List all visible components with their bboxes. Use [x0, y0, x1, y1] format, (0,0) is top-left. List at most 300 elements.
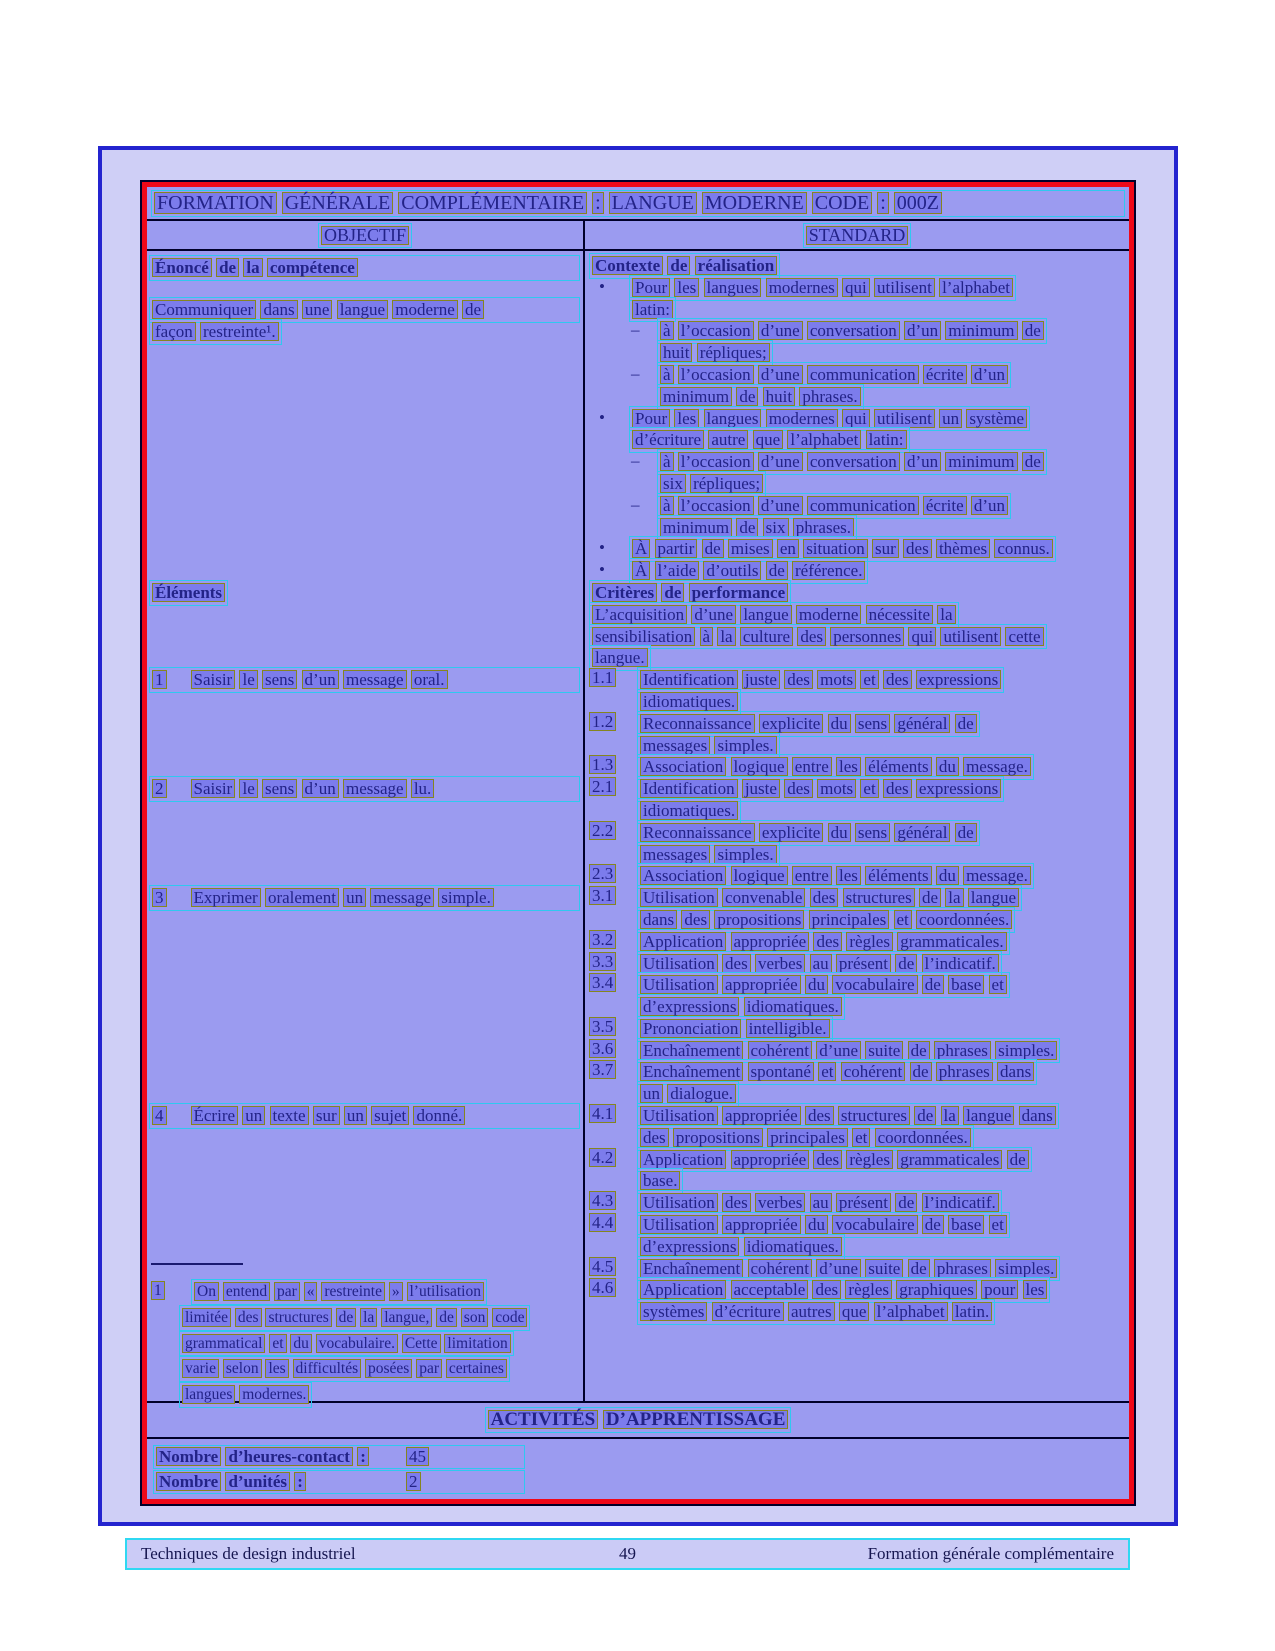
units-value: 2: [406, 1472, 421, 1491]
word: situation: [803, 539, 868, 558]
word: de: [736, 387, 758, 406]
word: d’expressions: [640, 1237, 739, 1256]
word: mises: [728, 539, 773, 558]
word: les: [1023, 1280, 1048, 1299]
word: l’alphabet: [787, 430, 861, 449]
word: Application: [640, 932, 726, 951]
element-item: [149, 1103, 580, 1129]
standard-line: [585, 1016, 1129, 1038]
footnote-line: [149, 1382, 580, 1408]
word: On: [194, 1282, 219, 1301]
word: et: [860, 779, 878, 798]
word: dans: [260, 300, 297, 319]
word: à: [660, 365, 674, 384]
word: À: [632, 539, 650, 558]
word: expressions: [916, 670, 1001, 689]
element-number: 1: [152, 670, 167, 689]
word: Prononciation: [640, 1019, 741, 1038]
standard-line: [585, 427, 1129, 449]
standard-line: [585, 340, 1129, 362]
standard-line: [585, 972, 1129, 994]
word: un: [242, 1106, 265, 1125]
word: vocabulaire.: [316, 1334, 398, 1353]
list-marker-icon: –: [631, 320, 640, 340]
word: des: [640, 1128, 669, 1147]
element-item: [149, 885, 580, 911]
word: dans: [997, 1062, 1034, 1081]
word: GÉNÉRALE: [282, 192, 394, 214]
word: MODERNE: [702, 192, 807, 214]
line-highlight: [149, 319, 282, 345]
enonce-heading: [149, 255, 580, 281]
criterion-number: 3.7: [589, 1060, 616, 1079]
word: minimum: [945, 452, 1017, 471]
word: répliques;: [690, 474, 763, 493]
word: pour: [981, 1280, 1018, 1299]
word: systèmes: [640, 1302, 707, 1321]
word: la: [243, 258, 262, 277]
criterion-number: 2.3: [589, 864, 616, 883]
word: sur: [872, 539, 899, 558]
word: message.: [963, 866, 1031, 885]
word: :: [294, 1472, 306, 1491]
standard-header-cell: [585, 223, 1129, 248]
word: Utilisation: [640, 888, 718, 907]
standard-line: [585, 536, 1129, 558]
objectif-header-cell: [147, 223, 583, 248]
hours-value: 45: [406, 1447, 429, 1466]
word: langue: [963, 1106, 1014, 1125]
word: logique: [731, 866, 788, 885]
word: cohérent: [748, 1259, 813, 1278]
standard-line: [585, 842, 1129, 864]
objectif-header: [318, 223, 412, 248]
element-number: 2: [152, 779, 167, 798]
word: de: [922, 1215, 944, 1234]
word: des: [722, 1193, 751, 1212]
word: langue: [337, 300, 388, 319]
word: Utilisation: [640, 1215, 718, 1234]
standard-line: [585, 1212, 1129, 1234]
word: des: [812, 1280, 841, 1299]
word: grammatical: [182, 1334, 265, 1353]
word: difficultés: [293, 1359, 362, 1378]
standard-line: [585, 515, 1129, 537]
criterion-number: 1.3: [589, 755, 616, 774]
word: et: [894, 910, 912, 929]
word: graphiques: [896, 1280, 977, 1299]
standard-line: [585, 362, 1129, 384]
word: :: [877, 192, 889, 214]
word: OBJECTIF: [321, 226, 409, 245]
word: personnes: [830, 627, 904, 646]
element-item: [149, 667, 580, 693]
word: d’une: [758, 365, 803, 384]
word: l’occasion: [678, 452, 754, 471]
word: sens: [855, 823, 890, 842]
word: de: [908, 1259, 930, 1278]
word: d’une: [691, 605, 736, 624]
word: qui: [842, 278, 870, 297]
word: simples.: [714, 845, 776, 864]
word: Contexte: [592, 256, 663, 275]
word: vocabulaire: [832, 1215, 917, 1234]
line-highlight: [149, 667, 580, 693]
word: sensibilisation: [592, 627, 695, 646]
word: son: [461, 1308, 489, 1327]
word: du: [828, 823, 851, 842]
line-highlight: [149, 1103, 580, 1129]
word: entre: [792, 757, 832, 776]
word: Utilisation: [640, 975, 718, 994]
word: les: [674, 409, 699, 428]
word: le: [239, 670, 257, 689]
word: d’écriture: [632, 430, 704, 449]
word: message: [343, 670, 407, 689]
word: cohérent: [748, 1041, 813, 1060]
word: thèmes: [936, 539, 990, 558]
standard-column: [585, 251, 1129, 1401]
standard-line: [585, 776, 1129, 798]
word: restreinte: [321, 1282, 385, 1301]
word: éléments: [865, 866, 931, 885]
word: phrases: [934, 1259, 991, 1278]
word: STANDARD: [806, 226, 909, 245]
word: le: [239, 779, 257, 798]
standard-line: [585, 449, 1129, 471]
word: de: [661, 583, 684, 602]
word: Exprimer: [191, 888, 261, 907]
element-number: 3: [152, 888, 167, 907]
footnote-line: [149, 1356, 580, 1382]
word: des: [813, 1150, 842, 1169]
criterion-number: 1.2: [589, 712, 616, 731]
word: et: [860, 670, 878, 689]
word: message: [370, 888, 434, 907]
word: des: [903, 539, 932, 558]
line-highlight: [179, 1382, 312, 1408]
criterion-number: 3.3: [589, 952, 616, 971]
criterion-number: 3.5: [589, 1017, 616, 1036]
word: Enchaînement: [640, 1041, 743, 1060]
footer-right: Formation générale complémentaire: [867, 1544, 1114, 1563]
word: simples.: [714, 736, 776, 755]
line-highlight: [179, 1356, 510, 1382]
word: LANGUE: [609, 192, 697, 214]
standard-line: [585, 493, 1129, 515]
footnote-line: [149, 1331, 580, 1357]
word: FORMATION: [154, 192, 277, 214]
footnote-rule: [151, 1263, 243, 1265]
word: la: [717, 627, 735, 646]
word: un: [344, 1106, 367, 1125]
word: Nombre: [156, 1472, 221, 1491]
word: Reconnaissance: [640, 714, 755, 733]
word: l’occasion: [678, 321, 754, 340]
word: Utilisation: [640, 1193, 718, 1212]
word: convenable: [722, 888, 805, 907]
word: grammaticales.: [897, 932, 1006, 951]
table-body: [147, 251, 1129, 1404]
criterion-number: 3.4: [589, 973, 616, 992]
word: du: [936, 866, 959, 885]
word: au: [810, 954, 832, 973]
word: Reconnaissance: [640, 823, 755, 842]
word: écrite: [923, 496, 967, 515]
word: de: [216, 258, 239, 277]
word: en: [777, 539, 799, 558]
activities-title: [485, 1407, 792, 1433]
word: phrases: [934, 1041, 991, 1060]
word: six: [763, 518, 789, 537]
word: sens: [262, 779, 297, 798]
word: de: [922, 975, 944, 994]
word: façon: [152, 322, 196, 341]
title-linebox: [151, 190, 1125, 217]
word: du: [936, 757, 959, 776]
word: appropriée: [731, 932, 810, 951]
word: juste: [742, 779, 780, 798]
word: simple.: [438, 888, 494, 907]
word: de: [955, 714, 977, 733]
word: d’une: [758, 321, 803, 340]
standard-line: [585, 318, 1129, 340]
word: moderne: [796, 605, 861, 624]
hours-label: [156, 1447, 369, 1466]
line-highlight: [637, 1299, 995, 1325]
word: conversation: [807, 321, 900, 340]
standard-line: [585, 994, 1129, 1016]
word: moderne: [392, 300, 457, 319]
word: sens: [262, 670, 297, 689]
word: à: [660, 496, 674, 515]
word: de: [1022, 452, 1044, 471]
word: modernes.: [239, 1385, 309, 1404]
standard-line: [585, 754, 1129, 776]
standard-line: [585, 885, 1129, 907]
standard-line: [585, 253, 1129, 275]
word: vocabulaire: [832, 975, 917, 994]
standard-line: [585, 798, 1129, 820]
word: spontané: [748, 1062, 814, 1081]
word: entre: [792, 866, 832, 885]
word: général: [894, 823, 950, 842]
criterion-number: 4.2: [589, 1148, 616, 1167]
word: et: [989, 975, 1007, 994]
word: Enchaînement: [640, 1062, 743, 1081]
column-headers: [147, 221, 1129, 249]
criterion-number: 2.2: [589, 821, 616, 840]
word: explicite: [759, 714, 824, 733]
line-highlight: [179, 1305, 530, 1331]
word: cohérent: [841, 1062, 906, 1081]
word: code: [492, 1308, 527, 1327]
word: :: [357, 1447, 369, 1466]
word: utilisent: [874, 278, 935, 297]
word: Application: [640, 1150, 726, 1169]
word: utilisent: [940, 627, 1001, 646]
word: et: [989, 1215, 1007, 1234]
word: simples.: [995, 1259, 1057, 1278]
word: l’utilisation: [407, 1282, 484, 1301]
word: d’écriture: [712, 1302, 784, 1321]
word: L’acquisition: [592, 605, 687, 624]
word: règles: [846, 1150, 893, 1169]
word: général: [894, 714, 950, 733]
word: propositions: [673, 1128, 763, 1147]
word: d’un: [302, 670, 339, 689]
word: limitation: [444, 1334, 510, 1353]
standard-line: [585, 733, 1129, 755]
word: un: [640, 1084, 663, 1103]
word: Cette: [402, 1334, 441, 1353]
title-row: [147, 187, 1129, 219]
word: huit: [660, 343, 692, 362]
word: de: [436, 1308, 457, 1327]
word: par: [416, 1359, 442, 1378]
word: du: [290, 1334, 312, 1353]
word: Saisir: [191, 779, 236, 798]
word: de: [895, 1193, 917, 1212]
word: expressions: [916, 779, 1001, 798]
word: la: [941, 1106, 959, 1125]
word: de: [336, 1308, 357, 1327]
word: CODE: [812, 192, 872, 214]
word: de: [955, 823, 977, 842]
word: Écrire: [191, 1106, 239, 1125]
word: de: [1007, 1150, 1029, 1169]
word: messages: [640, 736, 710, 755]
word: «: [304, 1282, 318, 1301]
criterion-number: 4.5: [589, 1257, 616, 1276]
list-marker-icon: •: [599, 560, 605, 580]
word: d’unités: [225, 1472, 290, 1491]
word: l’indicatif.: [922, 1193, 999, 1212]
word: modernes: [766, 278, 838, 297]
word: base: [948, 1215, 984, 1234]
word: ACTIVITÉS: [488, 1410, 599, 1429]
word: d’une: [816, 1259, 861, 1278]
word: base.: [640, 1171, 680, 1190]
word: posées: [365, 1359, 412, 1378]
element-number: 4: [152, 1106, 167, 1125]
list-marker-icon: •: [599, 276, 605, 296]
word: idiomatiques.: [640, 692, 738, 711]
word: les: [836, 757, 861, 776]
word: des: [235, 1308, 262, 1327]
word: appropriée: [731, 1150, 810, 1169]
footnote-line: [149, 1279, 580, 1305]
word: des: [784, 670, 813, 689]
word: latin.: [952, 1302, 992, 1321]
word: qui: [842, 409, 870, 428]
word: entend: [223, 1282, 270, 1301]
word: d’une: [816, 1041, 861, 1060]
word: Application: [640, 1280, 726, 1299]
standard-line: [585, 929, 1129, 951]
list-marker-icon: •: [599, 538, 605, 558]
word: D’APPRENTISSAGE: [603, 1410, 788, 1429]
word: des: [883, 670, 912, 689]
footnote-number: 1: [151, 1281, 165, 1300]
word: Identification: [640, 670, 738, 689]
word: Pour: [632, 278, 670, 297]
word: l’occasion: [678, 365, 754, 384]
standard-line: [585, 1190, 1129, 1212]
word: d’un: [971, 365, 1008, 384]
word: culture: [740, 627, 793, 646]
list-marker-icon: –: [631, 451, 640, 471]
program-table: [140, 180, 1136, 1506]
word: langue: [740, 605, 791, 624]
word: acceptable: [731, 1280, 809, 1299]
word: un: [939, 409, 962, 428]
word: de: [736, 518, 758, 537]
footer-left: Techniques de design industriel: [141, 1544, 356, 1563]
word: présent: [836, 1193, 891, 1212]
word: par: [274, 1282, 300, 1301]
footer-page-number: 49: [619, 1544, 636, 1563]
word: appropriée: [722, 1215, 801, 1234]
word: mots: [817, 670, 856, 689]
word: coordonnées.: [916, 910, 1012, 929]
program-code: [812, 192, 942, 214]
line-highlight: [191, 1279, 487, 1305]
word: des: [784, 779, 813, 798]
word: phrases.: [793, 518, 854, 537]
criterion-number: 1.1: [589, 668, 616, 687]
line-highlight: [179, 1331, 514, 1357]
word: Saisir: [191, 670, 236, 689]
standard-line: [585, 1234, 1129, 1256]
word: les: [674, 278, 699, 297]
word: référence.: [792, 561, 865, 580]
word: du: [805, 1215, 828, 1234]
footnote-line: [149, 1305, 580, 1331]
standard-line: [585, 1125, 1129, 1147]
word: communication: [807, 496, 919, 515]
word: éléments: [865, 757, 931, 776]
word: système: [966, 409, 1027, 428]
word: langue,: [381, 1308, 432, 1327]
word: juste: [742, 670, 780, 689]
word: latin:: [866, 430, 907, 449]
word: suite: [865, 1259, 903, 1278]
word: d’un: [971, 496, 1008, 515]
word: un: [343, 888, 366, 907]
line-highlight: [149, 885, 580, 911]
word: performance: [689, 583, 788, 602]
word: la: [937, 605, 955, 624]
word: restreinte¹.: [200, 322, 279, 341]
word: des: [722, 954, 751, 973]
word: utilisent: [874, 409, 935, 428]
word: l’indicatif.: [922, 954, 999, 973]
standard-line: [585, 863, 1129, 885]
word: répliques;: [697, 343, 770, 362]
standard-line: [585, 820, 1129, 842]
criterion-number: 4.6: [589, 1278, 616, 1297]
word: idiomatiques.: [640, 801, 738, 820]
standard-line: [585, 602, 1129, 624]
word: explicite: [759, 823, 824, 842]
word: dans: [640, 910, 677, 929]
standard-line: [585, 558, 1129, 580]
word: de: [702, 539, 724, 558]
word: appropriée: [722, 975, 801, 994]
elements-heading: [149, 580, 580, 606]
standard-line: [585, 711, 1129, 733]
